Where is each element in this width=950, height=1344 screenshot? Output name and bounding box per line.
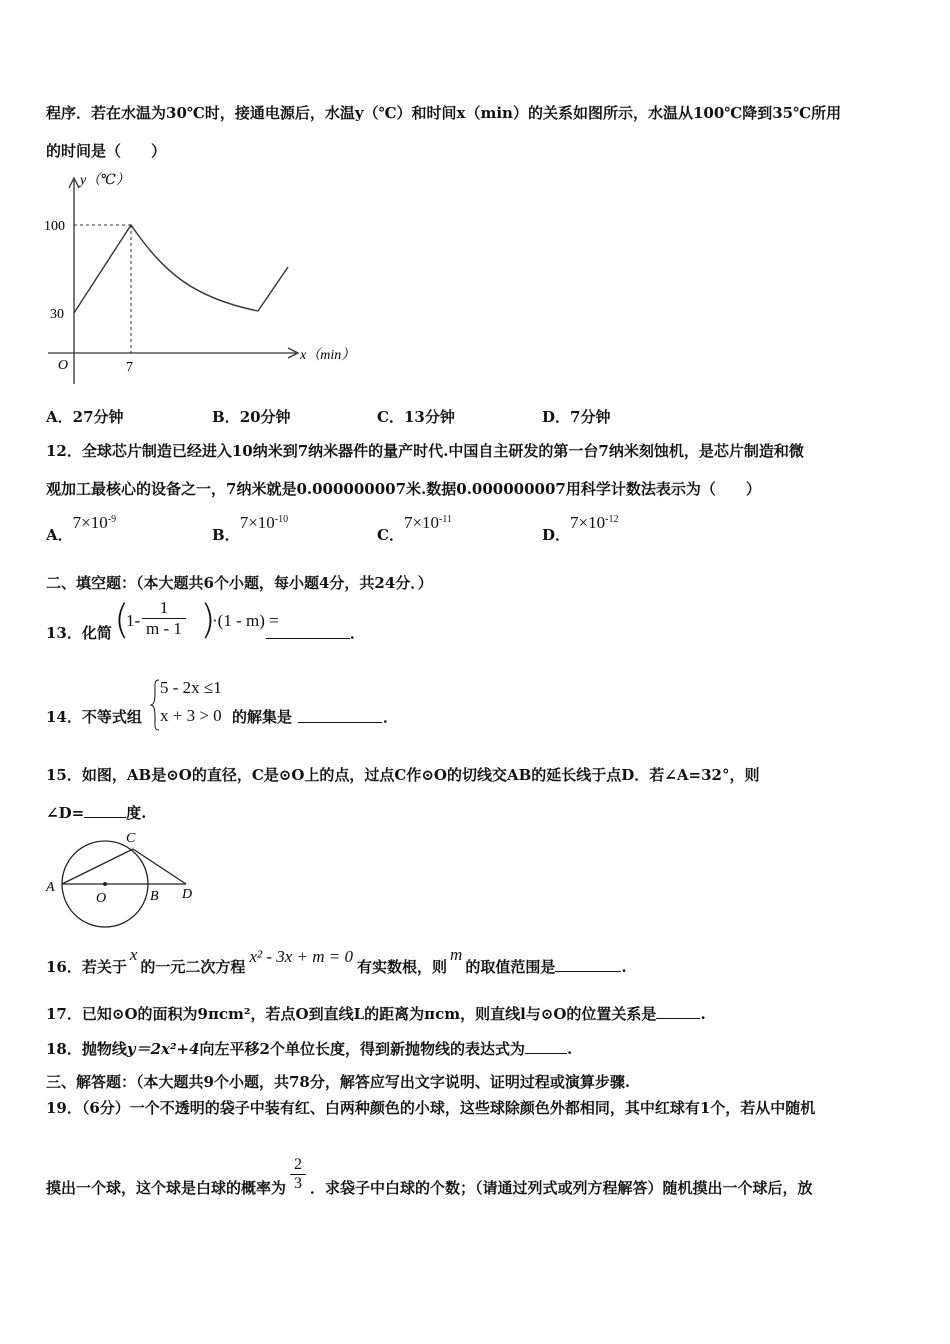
q15-circle-figure [44,826,204,934]
q12-option-a[interactable]: A．$7\times 10^{-9}$ [46,513,117,544]
q16-line: 16．若关于x的一元二次方程x² - 3x + m = 0有实数根，则m的取值范围是 . [46,945,627,976]
q14-system: 5 - 2x ≤1 x + 3 > 0 [150,678,230,732]
label-a: A [46,880,55,895]
q17-answer-blank[interactable] [656,1004,700,1019]
q19-line2: 摸出一个球，这个球是白球的概率为 $\frac{2}{3}$ ．求袋子中白球的个数；（请通过列式或列方程解答）随机摸出一个球后，放 [46,1156,813,1197]
q14-suffix: 的解集是 [232,708,293,726]
chord-ac [62,849,133,884]
q14-end: ． [383,708,399,726]
q11-option-d[interactable]: D．7分钟 [542,408,611,426]
label-o: O [96,891,107,906]
label-c: C [126,831,136,846]
brace-icon [150,678,160,732]
center-dot [103,882,107,886]
q13-expression: ( 1- $\frac{1}{m - 1}$ ) ·(1 - m) = [114,597,279,643]
q11-option-c[interactable]: C．13分钟 [377,408,455,426]
y-tick-100: 100 [44,219,65,234]
q13-answer-blank[interactable] [266,624,350,639]
q14-prefix: 14．不等式组 [46,708,142,726]
q11-option-a[interactable]: A．27分钟 [46,408,124,426]
q18-answer-blank[interactable] [525,1039,567,1054]
q11-option-b[interactable]: B．20分钟 [212,408,291,426]
q12-option-c[interactable]: C．$7\times 10^{-11}$ [377,513,453,544]
q18-line: 18．抛物线y＝2x²+4向左平移2个单位长度，得到新抛物线的表达式为 . [46,1040,573,1058]
q15-line2: ∠D= 度. [46,804,147,822]
q13-prefix: 13．化简 [46,624,112,642]
q11-line2: 的时间是（ ） [46,142,167,160]
q16-answer-blank[interactable] [555,957,621,972]
q19-line1: 19．（6分）一个不透明的袋子中装有红、白两种颜色的小球，这些球除颜色外都相同，其中红球有1个，若从中随机 [46,1099,816,1117]
y-axis-label: y（℃） [80,173,130,188]
origin-label: O [58,358,69,373]
section3-heading: 三、解答题：（本大题共9个小题，共78分，解答应写出文字说明、证明过程或演算步骤. [46,1073,631,1091]
q12-line2: 观加工最核心的设备之一，7纳米就是0.000000007米.数据0.000000007用科学计数法表示为（ ） [46,480,761,498]
temperature-curve [74,225,288,313]
q13-end: ． [350,624,366,642]
q12-option-d[interactable]: D．$7\times 10^{-12}$ [542,513,619,544]
q14-answer-blank[interactable] [298,708,382,723]
tangent-cd [133,849,186,884]
q12-line1: 12．全球芯片制造已经进入10纳米到7纳米器件的量产时代.中国自主研发的第一台7纳米刻蚀机，是芯片制造和微 [46,442,804,460]
y-tick-30: 30 [50,307,64,322]
q11-temperature-graph [44,168,364,390]
q15-answer-blank[interactable] [84,803,126,818]
q17-line: 17．已知⊙O的面积为9πcm²，若点O到直线L的距离为πcm，则直线l与⊙O的位置关系是 . [46,1005,706,1023]
x-axis-label: x（min） [300,348,356,363]
x-tick-7: 7 [126,360,133,375]
q15-line1: 15．如图，AB是⊙O的直径，C是⊙O上的点，过点C作⊙O的切线交AB的延长线于点D．若∠A=32°，则 [46,766,760,784]
label-b: B [150,889,159,904]
q12-option-b[interactable]: B．$7\times 10^{-10}$ [212,513,289,544]
q11-line1: 程序．若在水温为30℃时，接通电源后，水温y（℃）和时间x（min）的关系如图所示，水温从100℃降到35℃所用 [46,104,842,122]
label-d: D [182,887,193,902]
section2-heading: 二、填空题：（本大题共6个小题，每小题4分，共24分．） [46,574,433,592]
probability-fraction: $\frac{2}{3}$ [290,1156,306,1193]
